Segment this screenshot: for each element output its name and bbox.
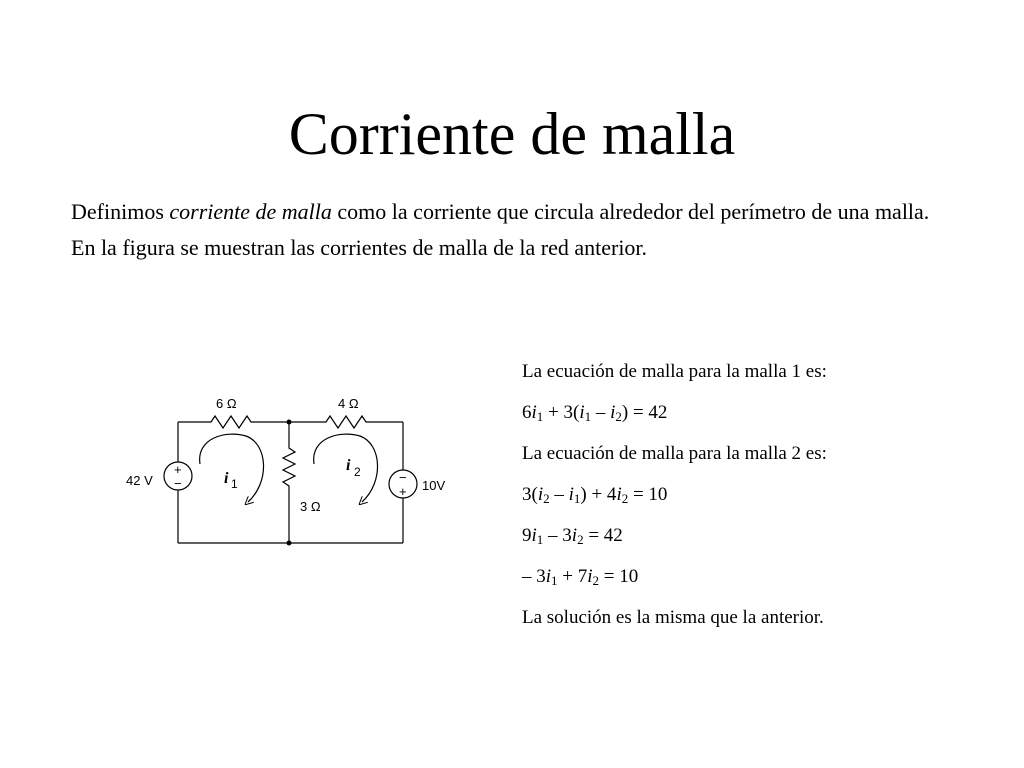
source-10v-minus: − — [399, 470, 407, 485]
mesh1-intro: La ecuación de malla para la malla 1 es: — [522, 361, 827, 382]
source-10v-plus: + — [399, 484, 407, 499]
resistor-6ohm-label: 6 Ω — [216, 396, 237, 411]
source-42v-minus: − — [174, 476, 182, 491]
mesh-current-1-arrow — [200, 434, 264, 502]
resistor-4ohm-label: 4 Ω — [338, 396, 359, 411]
equation-simplified-2: – $3i_1 + 7i_2 = 10$ — [522, 566, 639, 588]
intro-paragraph-2: En la figura se muestran las corrientes de malla de la red anterior. — [71, 235, 648, 260]
source-42v-label: 42 V — [126, 473, 153, 488]
mesh-current-1-index: 1 — [231, 477, 238, 491]
mesh2-intro: La ecuación de malla para la malla 2 es: — [522, 443, 827, 464]
conclusion: La solución es la misma que la anterior. — [522, 607, 824, 628]
intro-p1-before: Definimos — [71, 199, 170, 224]
node-bottom — [287, 541, 292, 546]
resistor-3ohm — [283, 422, 295, 543]
slide-title: Corriente de malla — [288, 101, 736, 167]
intro-p1-emphasis: corriente de malla — [169, 199, 332, 224]
source-10v-label: 10V — [422, 478, 446, 493]
mesh-current-2-symbol: i — [346, 457, 351, 474]
equations-panel — [522, 360, 1002, 647]
intro-p1-after: como la corriente que circula alrededor del perímetro de una malla. — [331, 199, 930, 224]
source-42v-plus: + — [174, 462, 182, 477]
circuit-diagram — [118, 390, 468, 550]
equation-mesh-1: $6i_1 + 3(i_1 - i_2) = 42$ — [522, 402, 668, 424]
mesh-current-2-index: 2 — [354, 465, 361, 479]
resistor-3ohm-label: 3 Ω — [300, 499, 321, 514]
node-top — [287, 420, 292, 425]
mesh-current-1-symbol: i — [224, 470, 229, 487]
intro-paragraph-1 — [71, 197, 971, 227]
equation-mesh-2: $3(i_2 - i_1) + 4i_2 = 10$ — [522, 484, 668, 506]
intro-text — [71, 197, 971, 269]
equation-simplified-1: $9i_1 - 3i_2 = 42$ — [522, 525, 623, 547]
